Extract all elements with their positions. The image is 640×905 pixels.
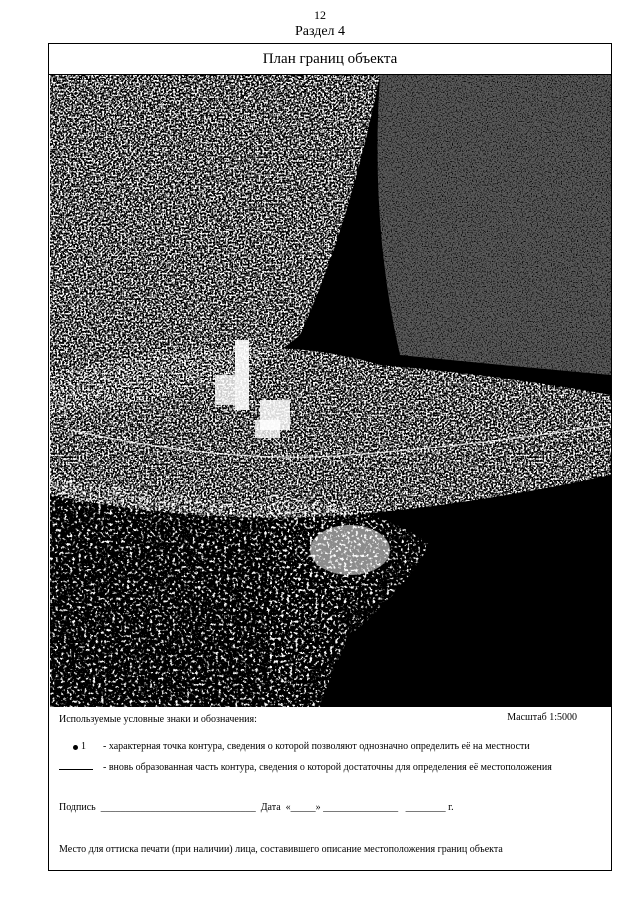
boundary-plan-frame (48, 43, 612, 871)
page-number: 12 (314, 8, 326, 22)
aerial-photo-map (50, 75, 611, 707)
legend-item-point (71, 741, 583, 755)
seal-place-text: Место для оттиска печати (при наличии) лица, составившего описание местоположения границ объекта (59, 844, 503, 855)
legend-title: Используемые условные знаки и обозначения: (59, 714, 257, 725)
date-value: «_____» _______________ ________ г. (285, 802, 454, 813)
legend-item-text: - характерная точка контура, сведения о которой позволяют однозначно определить её на местности (103, 741, 530, 752)
legend-item-text: - вновь образованная часть контура, сведения о которой достаточны для определения её местоположения (103, 762, 552, 773)
map-scale: Масштаб 1:5000 (507, 712, 577, 723)
contour-point-icon (71, 741, 103, 755)
date-label: Дата (260, 802, 281, 813)
signature-label: Подпись (59, 802, 96, 813)
point-number: 1 (81, 741, 86, 752)
frame-title: План границ объекта (49, 44, 611, 75)
signature-row (59, 802, 454, 813)
legend-item-line (71, 762, 583, 776)
section-title: Раздел 4 (294, 24, 346, 39)
contour-line-icon (71, 762, 103, 776)
signature-line: _______________________________ (100, 802, 256, 813)
aerial-photo-image (50, 75, 611, 707)
